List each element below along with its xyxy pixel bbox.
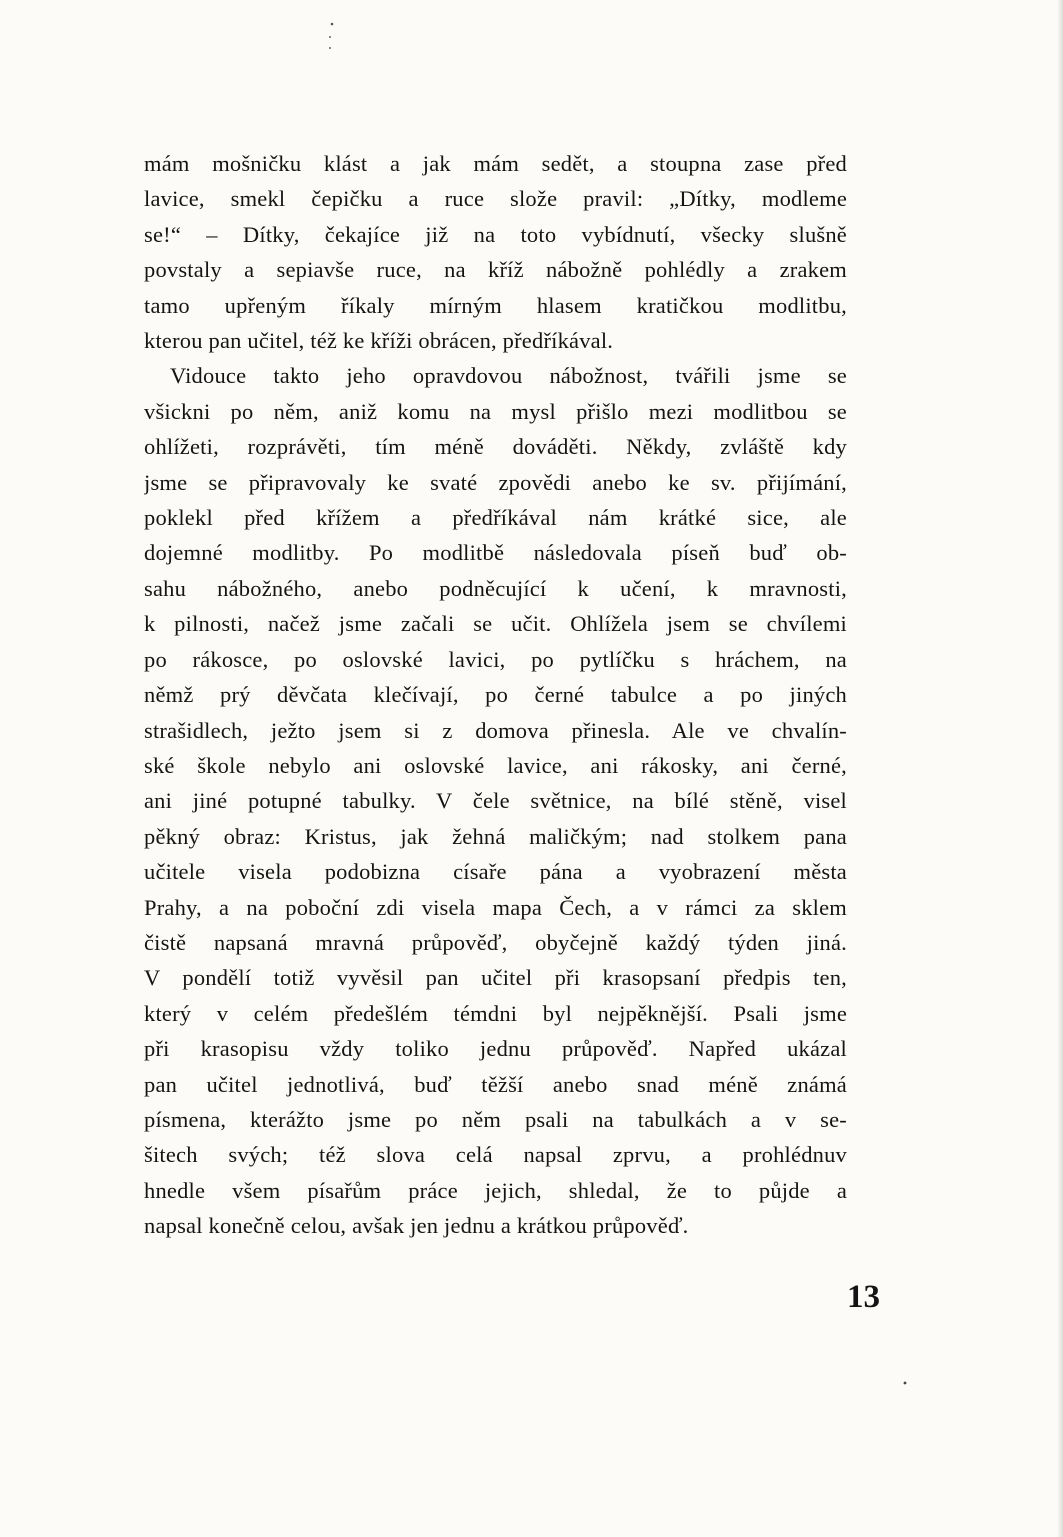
text-line: po rákosce, po oslovské lavici, po pytlíčku s hráchem, na (144, 646, 847, 672)
text-line: poklekl před křížem a předříkával nám krátké sice, ale (144, 505, 847, 531)
text-line: ské škole nebylo ani oslovské lavice, ani rákosky, ani černé, (144, 752, 847, 778)
text-line: hnedle všem písařům práce jejich, shledal, že to půjde a (144, 1177, 847, 1203)
text-line: strašidlech, ježto jsem si z domova přinesla. Ale ve chvalín- (144, 717, 847, 743)
text-line: se!“ – Dítky, čekajíce již na toto vybídnutí, všecky slušně (144, 221, 847, 247)
text-line: ani jiné potupné tabulky. V čele světnice, na bílé stěně, visel (144, 788, 847, 814)
paragraph (144, 146, 847, 358)
text-line: kterou pan učitel, též ke kříži obrácen, předříkával. (144, 328, 614, 354)
text-line: povstaly a sepiavše ruce, na kříž nábožně pohlédly a zrakem (144, 257, 847, 283)
text-line: pěkný obraz: Kristus, jak žehná maličkým; nad stolkem pana (144, 823, 847, 849)
page-number: 13 (847, 1279, 880, 1315)
text-line: lavice, smekl čepičku a ruce slože pravil: „Dítky, modleme (144, 186, 847, 212)
text-line: tamo upřeným říkaly mírným hlasem kratičkou modlitbu, (144, 292, 847, 318)
text-line: jsme se připravovaly ke svaté zpovědi anebo ke sv. přijímání, (144, 469, 847, 495)
text-line: napsal konečně celou, avšak jen jednu a krátkou průpověď. (144, 1213, 689, 1239)
text-line: dojemné modlitby. Po modlitbě následovala píseň buď ob- (144, 540, 847, 566)
text-line: němž prý děvčata klečívají, po černé tabulce a po jiných (144, 682, 847, 708)
text-line: písmena, kterážto jsme po něm psali na tabulkách a v se- (144, 1106, 847, 1132)
text-line: k pilnosti, načež jsme začali se učit. Ohlížela jsem se chvílemi (144, 611, 847, 637)
text-line: šitech svých; též slova celá napsal zprvu, a prohlédnuv (144, 1142, 847, 1168)
paper-speck (331, 23, 334, 26)
paper-speck (904, 1382, 907, 1385)
text-line: ohlížeti, rozprávěti, tím méně dováděti. Někdy, zvláště kdy (144, 434, 847, 460)
paper-speck (329, 47, 331, 49)
text-line: Prahy, a na poboční zdi visela mapa Čech, a v rámci za sklem (144, 894, 847, 920)
text-line: V pondělí totiž vyvěsil pan učitel při krasopsaní předpis ten, (144, 965, 847, 991)
text-line: pan učitel jednotlivá, buď těžší anebo snad méně známá (144, 1071, 847, 1097)
text-line: učitele visela podobizna císaře pána a vyobrazení města (144, 859, 847, 885)
text-line: Vidouce takto jeho opravdovou nábožnost, tvářili jsme se (170, 363, 847, 389)
paragraph (144, 358, 847, 1243)
text-line: mám mošničku klást a jak mám sedět, a stoupna zase před (144, 151, 847, 176)
text-line: všickni po něm, aniž komu na mysl přišlo mezi modlitbou se (144, 398, 847, 424)
page-edge-shadow (1057, 0, 1063, 1537)
text-line: sahu nábožného, anebo podněcující k učení, k mravnosti, (144, 575, 847, 601)
body-text (144, 146, 847, 1244)
text-line: který v celém předešlém témdni byl nejpěknější. Psali jsme (144, 1000, 847, 1026)
text-line: při krasopisu vždy toliko jednu průpověď. Napřed ukázal (144, 1036, 847, 1062)
paper-speck (329, 36, 331, 38)
text-line: čistě napsaná mravná průpověď, obyčejně každý týden jiná. (144, 929, 847, 955)
